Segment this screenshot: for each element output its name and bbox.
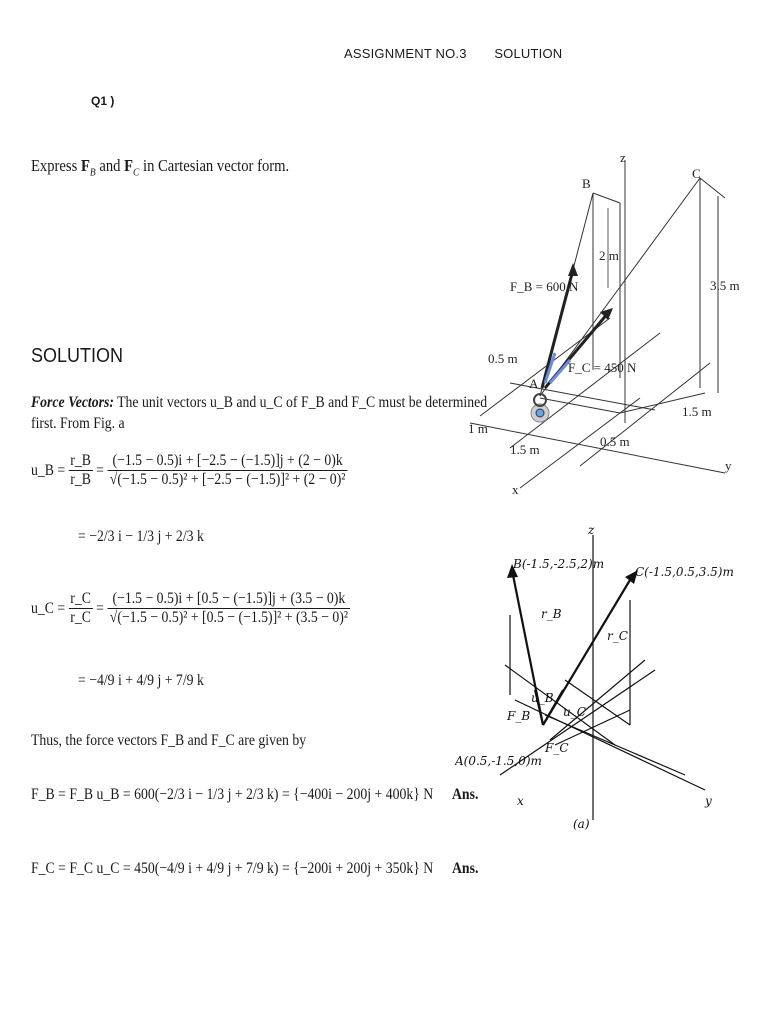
fig1-x-label: x (512, 482, 519, 497)
assignment-header (344, 46, 562, 61)
solution-intro (31, 392, 487, 434)
fig2-x-label: x (517, 794, 524, 808)
fig2-FB-label: F_B (507, 709, 531, 723)
fig2-rB-label: r_B (541, 607, 562, 621)
uB-ratio: $\frac{r\_B}{r\_B}$ (70, 452, 91, 488)
fig2-A-label: A(0.5,-1.5,0)m (455, 754, 542, 768)
fig1-z-label: z (620, 150, 626, 165)
question-label: Q1 ) (91, 94, 115, 108)
assignment-title: ASSIGNMENT NO.3 (344, 46, 467, 61)
fig1-C-label: C (692, 166, 701, 181)
fig2-z-label: z (588, 523, 595, 537)
intro-line2: first. From Fig. a (31, 415, 125, 432)
uB-numerator: (−1.5 − 0.5)i + [−2.5 − (−1.5)]j + (2 − 0)k (107, 452, 348, 471)
fig1-0.5m-front: 0.5 m (600, 434, 630, 449)
uC-result: = −4/9 i + 4/9 j + 7/9 k (78, 672, 204, 689)
fig2-C-label: C(-1.5,0.5,3.5)m (635, 565, 734, 579)
fig1-FC-label: F_C = 450 N (568, 360, 637, 375)
uB-result: = −2/3 i − 1/3 j + 2/3 k (78, 528, 204, 545)
fig2-FC-label: F_C (545, 741, 569, 755)
uC-numerator: (−1.5 − 0.5)i + [0.5 − (−1.5)]j + (3.5 − 0)k (107, 590, 350, 609)
uB-equation: u_B = $\frac{r\_B}{r\_B}$ = $\frac{(-1.5 - 0.5)i + [-2.5 - (-1.5)]j + (2 - 0)k}{\text{√(−1.5 − 0.5)² + [−2.5 − (−1.5)]² + (2 − 0)²}}$ (31, 452, 348, 489)
solution-title: SOLUTION (31, 345, 124, 367)
fig2-B-label: B(-1.5,-2.5,2)m (513, 557, 605, 571)
fig1-3.5m-label: 3.5 m (710, 278, 740, 293)
sketch-figure-a (455, 520, 755, 840)
solution-header: SOLUTION (494, 46, 563, 61)
force-vectors-heading: Force Vectors: (31, 394, 114, 411)
uC-lhs: u_C = (31, 599, 66, 617)
fig1-FB-label: F_B = 600 N (510, 279, 579, 294)
fig1-A-label: A (529, 376, 539, 391)
fig1-1.5m-right: 1.5 m (682, 404, 712, 419)
fig2-caption: (a) (573, 817, 590, 831)
fig1-y-label: y (725, 458, 732, 473)
fig2-uB-label: u_B (531, 691, 554, 705)
uB-denominator: √(−1.5 − 0.5)² + [−2.5 − (−1.5)]² + (2 − 0)² (109, 471, 346, 488)
fig2-uC-label: u_C (563, 705, 586, 719)
uB-lhs: u_B = (31, 461, 66, 479)
uC-denominator: √(−1.5 − 0.5)² + [0.5 − (−1.5)]² + (3.5 − 0)² (109, 609, 348, 626)
fig1-1.5m-front: 1.5 m (510, 442, 540, 457)
problem-statement: Express $F_B$ and $F_C$ in Cartesian vector form. (31, 156, 290, 179)
FC-equation: F_C = F_C u_C = 450(−4/9 i + 4/9 j + 7/9 k) = {−200i + 200j + 350k} N (31, 860, 434, 877)
fig1-1m-label: 1 m (468, 421, 488, 436)
uB-fraction (107, 452, 348, 489)
fig2-y-label: y (705, 794, 712, 808)
thus-text: Thus, the force vectors F_B and F_C are given by (31, 732, 307, 749)
uC-ratio: $\frac{r\_C}{r\_C}$ (70, 590, 91, 626)
FB-answer-label: Ans. (452, 786, 479, 803)
intro-line1: The unit vectors u_B and u_C of F_B and F_C must be determined (117, 394, 488, 411)
FC-answer-label: Ans. (452, 860, 479, 877)
fig1-0.5m-left: 0.5 m (488, 351, 518, 366)
fig1-2m-label: 2 m (599, 248, 619, 263)
FB-equation: F_B = F_B u_B = 600(−2/3 i − 1/3 j + 2/3 k) = {−400i − 200j + 400k} N (31, 786, 434, 803)
force-diagram-figure (460, 148, 760, 500)
fig2-rC-label: r_C (607, 629, 628, 643)
uC-fraction (107, 590, 350, 627)
uC-equation: u_C = $\frac{r\_C}{r\_C}$ = $\frac{(-1.5 - 0.5)i + [0.5 - (-1.5)]j + (3.5 - 0)k}{\text{√(−1.5 − 0.5)² + [0.5 − (−1.5)]² + (3.5 − 0)²}}$ (31, 590, 350, 627)
fig1-B-label: B (582, 176, 591, 191)
